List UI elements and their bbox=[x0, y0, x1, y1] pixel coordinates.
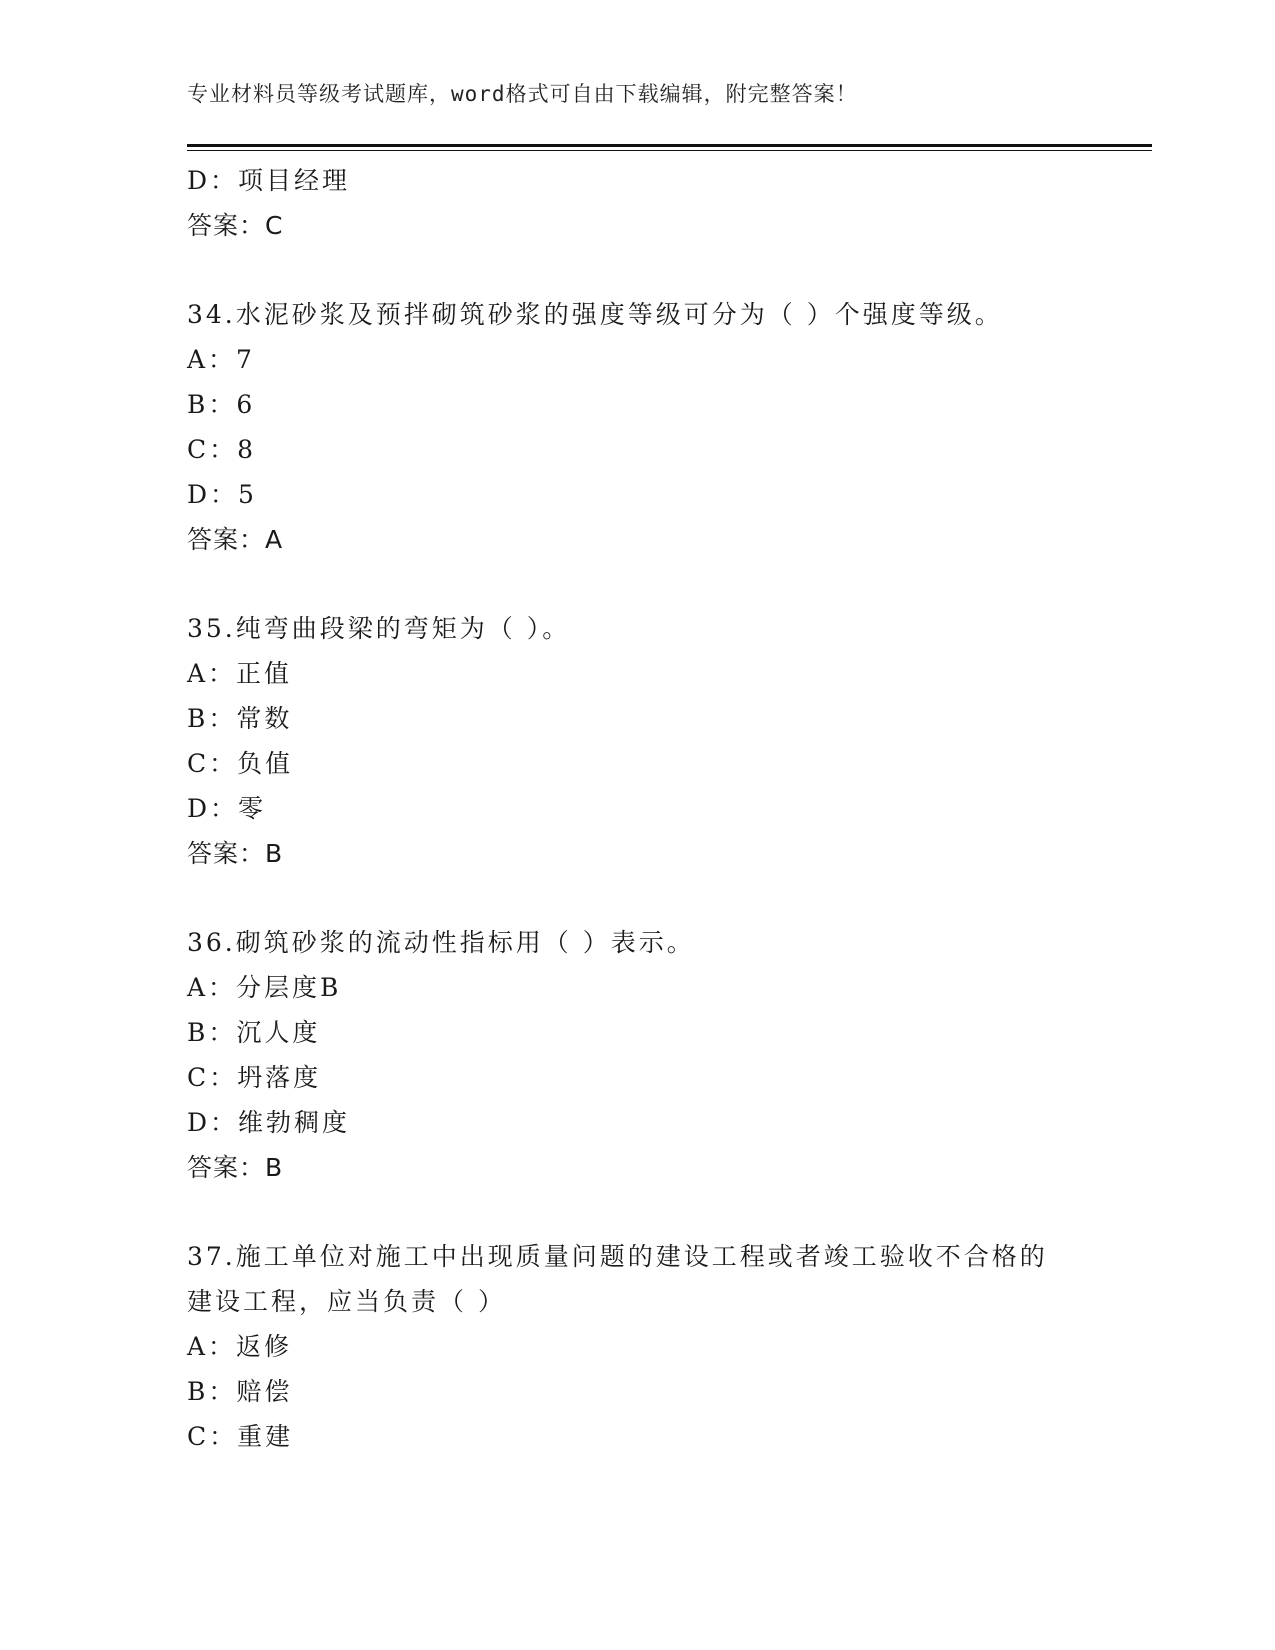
answer-line: 答案：B bbox=[187, 839, 284, 868]
option-c: C：负值 bbox=[187, 749, 294, 778]
page-header: 专业材料员等级考试题库，word格式可自由下载编辑，附完整答案！ bbox=[187, 82, 858, 106]
option-b: B：沉人度 bbox=[187, 1018, 321, 1047]
option-b: B：赔偿 bbox=[187, 1377, 293, 1406]
question-stem-line-1: 37.施工单位对施工中出现质量问题的建设工程或者竣工验收不合格的 bbox=[187, 1242, 1048, 1271]
header-rule-thick bbox=[187, 144, 1152, 147]
question-stem-line-2: 建设工程，应当负责（ ） bbox=[187, 1287, 506, 1316]
option-a: A：分层度B bbox=[187, 973, 342, 1002]
spacer bbox=[187, 562, 1087, 606]
question-stem: 34.水泥砂浆及预拌砌筑砂浆的强度等级可分为（ ）个强度等级。 bbox=[187, 300, 1003, 329]
spacer bbox=[187, 1190, 1087, 1234]
answer-line: 答案：C bbox=[187, 211, 284, 240]
option-d: D：5 bbox=[187, 480, 257, 509]
option-c: C：重建 bbox=[187, 1422, 294, 1451]
answer-line: 答案：A bbox=[187, 525, 284, 554]
option-d: D：零 bbox=[187, 794, 267, 823]
option-c: C：8 bbox=[187, 435, 257, 464]
option-b: B：常数 bbox=[187, 704, 293, 733]
question-content bbox=[187, 158, 1087, 1459]
option-c: C：坍落度 bbox=[187, 1063, 322, 1092]
question-stem: 35.纯弯曲段梁的弯矩为（ ）。 bbox=[187, 614, 571, 643]
question-stem: 36.砌筑砂浆的流动性指标用（ ）表示。 bbox=[187, 928, 695, 957]
option-d: D：维勃稠度 bbox=[187, 1108, 351, 1137]
option-a: A：正值 bbox=[187, 659, 293, 688]
option-b: B：6 bbox=[187, 390, 256, 419]
header-rule-thin bbox=[187, 150, 1152, 151]
option-a: A：7 bbox=[187, 345, 255, 374]
answer-line: 答案：B bbox=[187, 1153, 284, 1182]
spacer bbox=[187, 876, 1087, 920]
spacer bbox=[187, 248, 1087, 292]
option-a: A：返修 bbox=[187, 1332, 293, 1361]
option-d: D：项目经理 bbox=[187, 166, 351, 195]
